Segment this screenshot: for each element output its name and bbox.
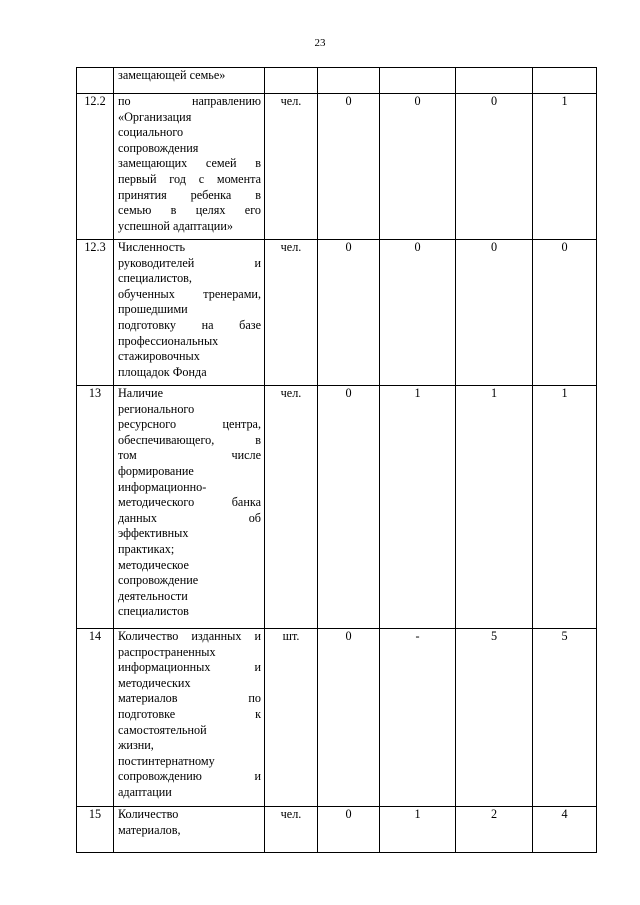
value-cell-3: 1	[456, 386, 533, 629]
description-line: специалистов	[118, 604, 189, 619]
description-line: замещающей семье»	[118, 68, 226, 82]
unit-cell	[265, 68, 318, 94]
table-row	[77, 807, 597, 853]
description-line: методического банка	[118, 495, 261, 510]
value-cell-1	[318, 68, 380, 94]
description-line: сопровождение	[118, 573, 199, 588]
value-cell-1: 0	[318, 629, 380, 807]
description-line: первый год с момента	[118, 171, 261, 186]
description-line: замещающих семей в	[118, 156, 261, 171]
description-line: материалов по	[118, 691, 261, 706]
description-line: методическое	[118, 557, 189, 572]
description-line: успешной адаптации»	[118, 218, 233, 233]
value-cell-3: 0	[456, 94, 533, 240]
description-line: «Организация	[118, 109, 192, 124]
value-cell-4: 4	[533, 807, 597, 853]
table-row	[77, 386, 597, 629]
value-cell-2: 0	[380, 240, 456, 386]
value-cell-3: 5	[456, 629, 533, 807]
value-cell-2: 0	[380, 94, 456, 240]
table-row	[77, 68, 597, 94]
description-line: обученных тренерами,	[118, 286, 261, 301]
description-line: самостоятельной	[118, 722, 207, 737]
row-number-cell	[77, 68, 114, 94]
row-number-cell: 12.2	[77, 94, 114, 240]
description-line: сопровождения	[118, 140, 199, 155]
description-line: обеспечивающего, в	[118, 432, 261, 447]
description-line: стажировочных	[118, 349, 200, 364]
table-row	[77, 94, 597, 240]
page-number: 23	[314, 37, 326, 49]
row-number-cell: 13	[77, 386, 114, 629]
table-body	[77, 68, 597, 853]
description-line: принятия ребенка в	[118, 187, 261, 202]
value-cell-1: 0	[318, 94, 380, 240]
description-line: профессиональных	[118, 333, 219, 348]
row-number-cell: 14	[77, 629, 114, 807]
description-line: информационных и	[118, 660, 261, 675]
description-line: ресурсного центра,	[118, 417, 261, 432]
unit-cell: чел.	[265, 807, 318, 853]
description-line: Количество изданных и	[118, 629, 261, 643]
description-line: методических	[118, 675, 191, 690]
value-cell-1: 0	[318, 386, 380, 629]
description-line: формирование	[118, 463, 194, 478]
table-row	[77, 629, 597, 807]
indicators-table	[76, 67, 597, 853]
description-line: руководителей и	[118, 255, 261, 270]
description-line: прошедшими	[118, 302, 188, 317]
description-line: Количество	[118, 807, 179, 821]
value-cell-4	[533, 68, 597, 94]
row-description-cell	[114, 240, 265, 386]
description-line: информационно-	[118, 479, 207, 494]
description-line: постинтернатному	[118, 753, 215, 768]
description-line: подготовку на базе	[118, 317, 261, 332]
description-line: по направлению	[118, 94, 261, 108]
description-line: Численность	[118, 240, 186, 254]
description-line: адаптации	[118, 784, 172, 799]
description-line: деятельности	[118, 588, 188, 603]
description-line: практиках;	[118, 541, 175, 556]
description-line: Наличие	[118, 386, 163, 400]
value-cell-4: 1	[533, 386, 597, 629]
description-line: специалистов,	[118, 271, 192, 286]
value-cell-2	[380, 68, 456, 94]
value-cell-4: 0	[533, 240, 597, 386]
description-line: эффективных	[118, 526, 189, 541]
description-line: сопровождению и	[118, 769, 261, 784]
description-line: материалов,	[118, 822, 181, 837]
unit-cell: чел.	[265, 240, 318, 386]
row-description-cell	[114, 94, 265, 240]
value-cell-3: 2	[456, 807, 533, 853]
row-description-cell	[114, 68, 265, 94]
description-line: площадок Фонда	[118, 364, 207, 379]
table-row	[77, 240, 597, 386]
row-number-cell: 12.3	[77, 240, 114, 386]
unit-cell: шт.	[265, 629, 318, 807]
value-cell-4: 1	[533, 94, 597, 240]
unit-cell: чел.	[265, 94, 318, 240]
row-number-cell: 15	[77, 807, 114, 853]
row-description-cell	[114, 386, 265, 629]
description-line: социального	[118, 125, 184, 140]
value-cell-2: -	[380, 629, 456, 807]
description-line: регионального	[118, 401, 195, 416]
value-cell-2: 1	[380, 807, 456, 853]
row-description-cell	[114, 807, 265, 853]
description-line: данных об	[118, 510, 261, 525]
value-cell-1: 0	[318, 240, 380, 386]
description-line: том числе	[118, 448, 261, 463]
value-cell-3	[456, 68, 533, 94]
value-cell-4: 5	[533, 629, 597, 807]
description-line: подготовке к	[118, 706, 261, 721]
value-cell-1: 0	[318, 807, 380, 853]
value-cell-2: 1	[380, 386, 456, 629]
unit-cell: чел.	[265, 386, 318, 629]
value-cell-3: 0	[456, 240, 533, 386]
description-line: жизни,	[118, 738, 154, 753]
description-line: семью в целях его	[118, 203, 261, 218]
description-line: распространенных	[118, 644, 216, 659]
row-description-cell	[114, 629, 265, 807]
